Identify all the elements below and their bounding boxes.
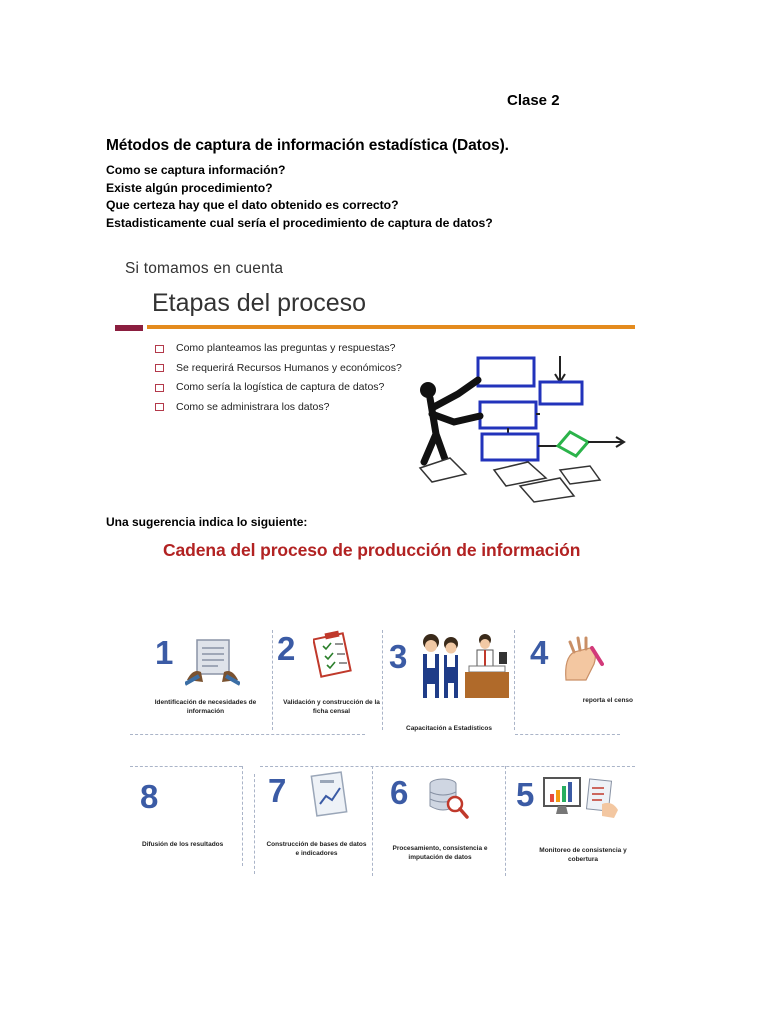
report-chart-icon bbox=[310, 770, 350, 818]
suggestion-text: Una sugerencia indica lo siguiente: bbox=[106, 515, 308, 529]
divider bbox=[130, 734, 365, 735]
step-caption: Capacitación a Estadísticos bbox=[406, 725, 492, 732]
divider bbox=[242, 766, 243, 866]
bullet-item: Como planteamos las preguntas y respuestas? bbox=[155, 339, 402, 359]
process-step-3 bbox=[387, 628, 515, 733]
slide-title: Etapas del proceso bbox=[152, 289, 367, 317]
process-step-1 bbox=[130, 628, 270, 733]
process-chain-infographic bbox=[130, 628, 635, 878]
step-number: 6 bbox=[390, 774, 409, 811]
slide-intro: Si tomamos en cuenta bbox=[125, 260, 284, 277]
step-number: 2 bbox=[277, 630, 296, 667]
section-title: Métodos de captura de información estadística (Datos). bbox=[106, 137, 509, 154]
bullet-square-icon bbox=[155, 384, 164, 392]
divider bbox=[515, 734, 620, 735]
bullet-square-icon bbox=[155, 403, 164, 411]
step-number: 8 bbox=[140, 778, 159, 815]
checklist-clipboard-icon bbox=[313, 630, 353, 678]
class-label: Clase 2 bbox=[507, 92, 560, 109]
bullet-item: Como sería la logística de captura de datos? bbox=[155, 378, 402, 398]
question-item: Que certeza hay que el dato obtenido es correcto? bbox=[106, 198, 399, 212]
step-number: 7 bbox=[268, 772, 287, 809]
bullet-item: Se requerirá Recursos Humanos y económicos? bbox=[155, 359, 402, 379]
question-item: Existe algún procedimiento? bbox=[106, 180, 273, 195]
step-number: 5 bbox=[516, 776, 535, 813]
step-caption: Validación y construcción de la ficha censal bbox=[283, 699, 380, 715]
monitor-chart-icon bbox=[542, 774, 622, 820]
divider bbox=[254, 774, 255, 874]
flowchart-figure-illustration bbox=[410, 350, 635, 510]
database-search-icon bbox=[427, 776, 469, 820]
step-number: 3 bbox=[389, 638, 408, 675]
process-step-8 bbox=[130, 768, 242, 873]
bullet-square-icon bbox=[155, 364, 164, 372]
step-caption: Procesamiento, consistencia e imputación de datos bbox=[392, 845, 488, 861]
bullet-square-icon bbox=[155, 345, 164, 353]
bullet-item: Como se administrara los datos? bbox=[155, 398, 402, 418]
step-caption: Difusión de los resultados bbox=[142, 841, 224, 848]
step-caption: Identificación de necesidades de información bbox=[154, 699, 257, 715]
step-caption: reporta el censo bbox=[582, 697, 633, 704]
process-chain-title: Cadena del proceso de producción de información bbox=[163, 540, 581, 560]
step-number: 1 bbox=[155, 634, 174, 671]
accent-bar-red bbox=[115, 325, 143, 331]
question-item: Estadisticamente cual sería el procedimiento de captura de datos? bbox=[106, 215, 493, 230]
divider bbox=[260, 766, 635, 767]
step-caption: Construcción de bases de datos e indicadores bbox=[266, 841, 367, 857]
divider bbox=[505, 766, 506, 876]
process-step-6 bbox=[375, 768, 505, 873]
process-stages-slide bbox=[115, 252, 635, 510]
students-teacher-illustration bbox=[413, 630, 511, 702]
divider bbox=[272, 630, 273, 730]
step-caption: Monitoreo de consistencia y cobertura bbox=[539, 847, 627, 863]
divider bbox=[130, 766, 242, 767]
process-step-7 bbox=[260, 768, 372, 873]
accent-bar-orange bbox=[147, 325, 635, 329]
question-item: Como se captura información? bbox=[106, 163, 286, 177]
question-list bbox=[106, 162, 493, 232]
document-hands-icon bbox=[185, 636, 240, 686]
process-step-4 bbox=[518, 628, 635, 733]
process-step-2 bbox=[275, 628, 383, 733]
hand-writing-icon bbox=[560, 634, 604, 682]
step-number: 4 bbox=[530, 634, 549, 671]
process-step-5 bbox=[508, 768, 635, 873]
divider bbox=[372, 766, 373, 876]
slide-bullet-list bbox=[155, 339, 402, 417]
